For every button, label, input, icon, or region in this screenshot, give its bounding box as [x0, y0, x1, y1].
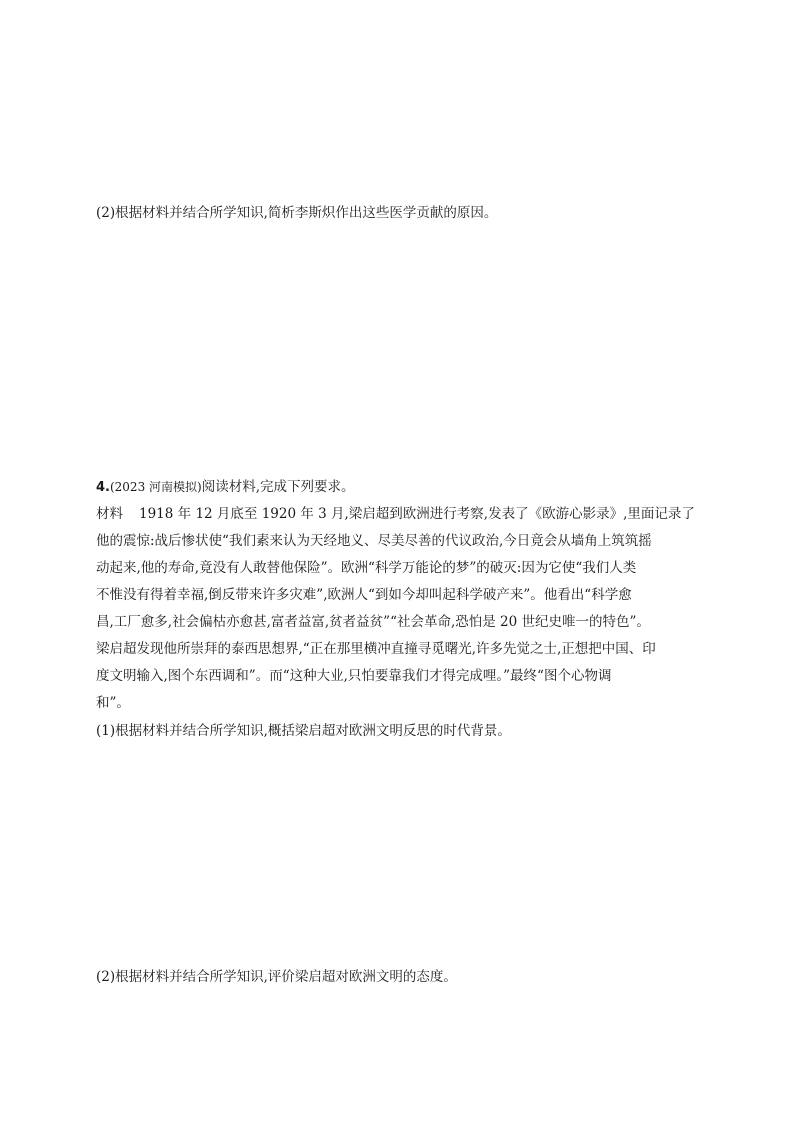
material-line-4: 不惟没有得着幸福,倒反带来许多灾难”,欧洲人“到如今却叫起科学破产来”。他看出“科学愈 [96, 587, 632, 603]
q3-part2-prompt: (2)根据材料并结合所学知识,简析李斯炽作出这些医学贡献的原因。 [96, 205, 498, 221]
question-4-source: (2023 河南模拟) [109, 480, 202, 494]
material-line-1 [96, 505, 695, 523]
material-line-6: 梁启超发现他所崇拜的泰西思想界,“正在那里横冲直撞寻觅曙光,许多先觉之士,正想把中国、印 [96, 641, 656, 657]
material-label: 材料 [96, 506, 123, 522]
material-line-7: 度文明输入,图个东西调和”。而“这种大业,只怕要靠我们才得完成哩。”最终“图个心物调 [96, 668, 612, 684]
material-line-5: 昌,工厂愈多,社会偏枯亦愈甚,富者益富,贫者益贫”“社会革命,恐怕是 20 世纪史唯一的特色”。 [96, 614, 650, 630]
material-text-1: 1918 年 12 月底至 1920 年 3 月,梁启超到欧洲进行考察,发表了《欧游心影录》,里面记录了 [139, 506, 695, 522]
material-line-8: 和”。 [96, 695, 130, 711]
material-line-2: 他的震惊:战后惨状使“我们素来认为天经地义、尽美尽善的代议政治,今日竟会从墙角上筑筑摇 [96, 533, 652, 549]
question-4-header [96, 478, 355, 497]
material-line-3: 动起来,他的寿命,竟没有人敢替他保险”。欧洲“科学万能论的梦”的破灭:因为它使“我们人类 [96, 560, 637, 576]
q4-part2-prompt: (2)根据材料并结合所学知识,评价梁启超对欧洲文明的态度。 [96, 969, 457, 985]
q4-part1-prompt: (1)根据材料并结合所学知识,概括梁启超对欧洲文明反思的时代背景。 [96, 723, 511, 739]
question-4-instruction: 阅读材料,完成下列要求。 [201, 479, 355, 495]
question-4-number: 4. [96, 480, 110, 495]
